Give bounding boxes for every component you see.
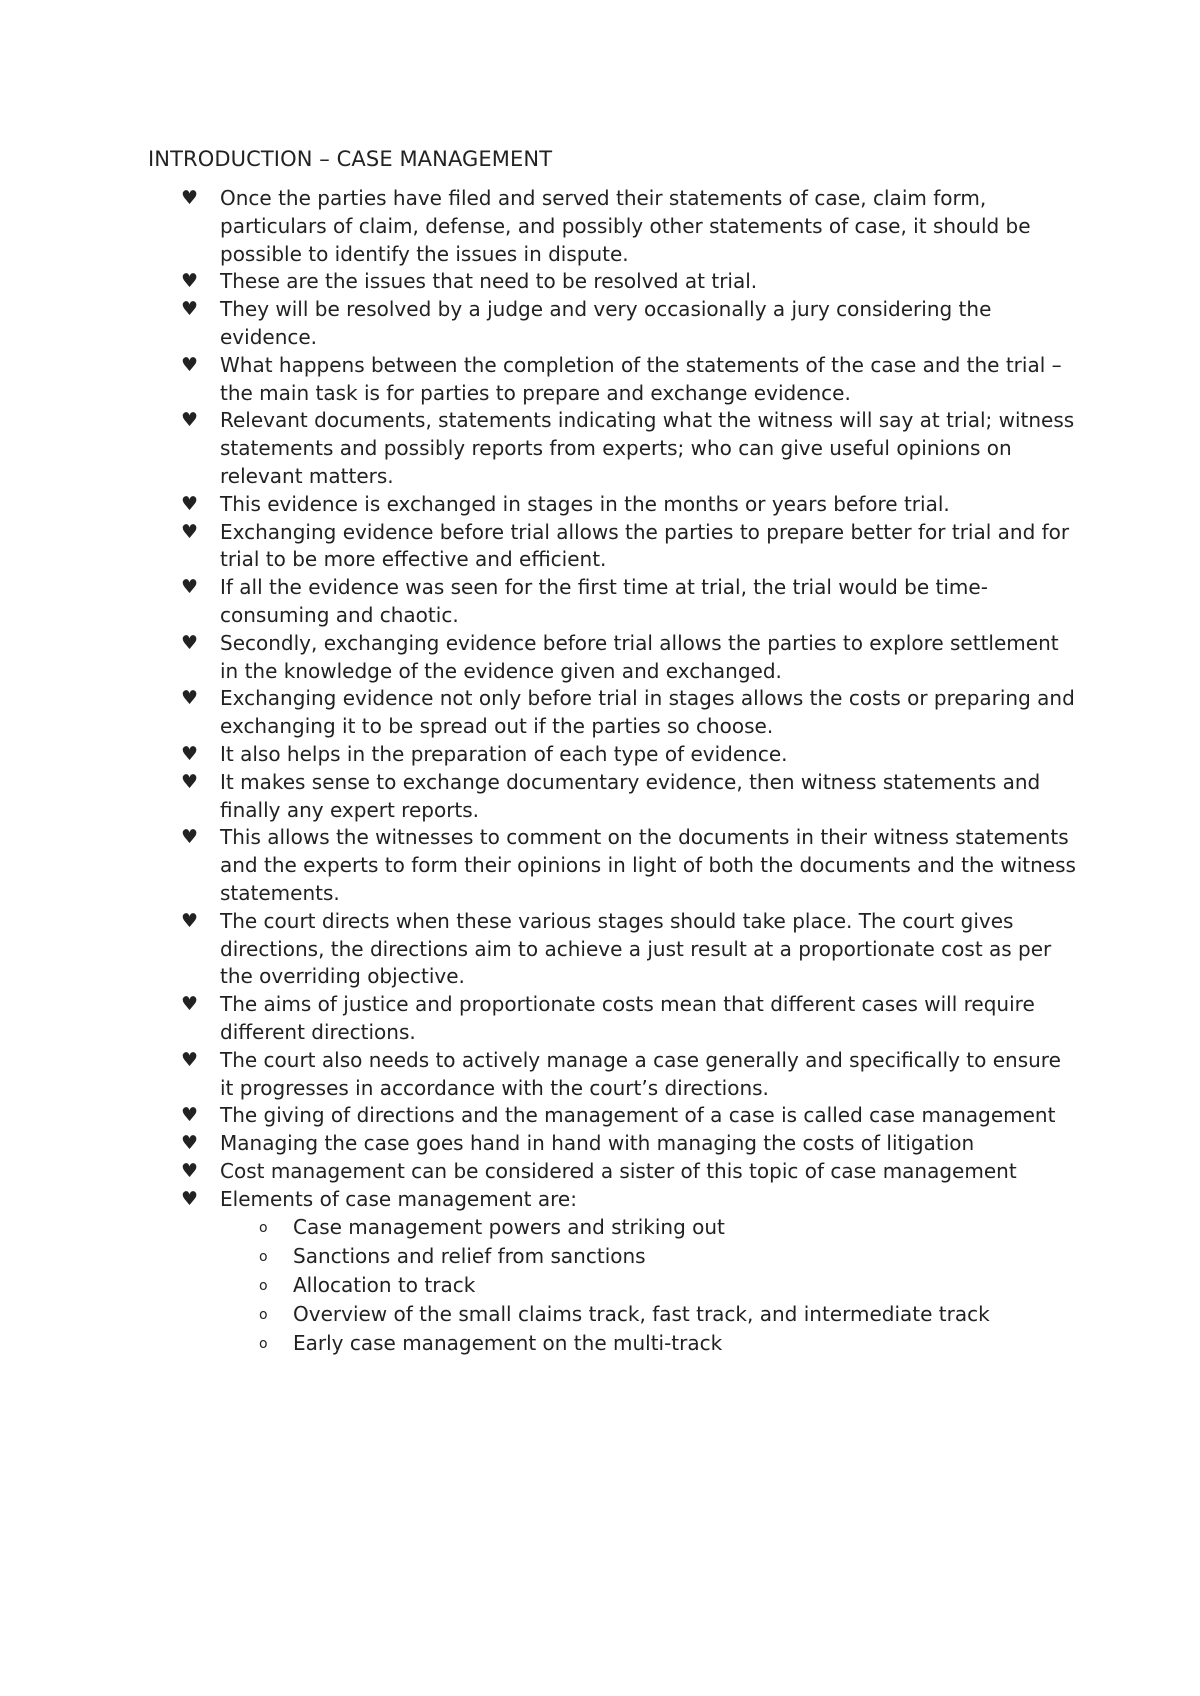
- page-title: INTRODUCTION – CASE MANAGEMENT: [148, 147, 553, 171]
- list-item: [148, 769, 1078, 825]
- list-item: [148, 1130, 1078, 1158]
- list-item: [148, 630, 1078, 686]
- list-item: [148, 352, 1078, 408]
- sub-list-item: [220, 1329, 1078, 1358]
- list-item-text: These are the issues that need to be resolved at trial.: [220, 269, 758, 294]
- list-item: [148, 1102, 1078, 1130]
- circle-bullet-icon: o: [259, 1336, 268, 1353]
- list-item: [148, 908, 1078, 991]
- bullet-list: [148, 185, 1078, 1358]
- sub-list-item: [220, 1213, 1078, 1242]
- heart-bullet-icon: ♥: [181, 770, 199, 793]
- heart-bullet-icon: ♥: [181, 742, 199, 765]
- heart-bullet-icon: ♥: [181, 909, 199, 932]
- list-item: [148, 1047, 1078, 1103]
- heart-bullet-icon: ♥: [181, 270, 199, 293]
- list-item: [148, 1158, 1078, 1186]
- heart-bullet-icon: ♥: [181, 1048, 199, 1071]
- list-item: [148, 574, 1078, 630]
- sub-bullet-list: [220, 1213, 1078, 1358]
- circle-bullet-icon: o: [259, 1278, 268, 1295]
- sub-list-item: [220, 1242, 1078, 1271]
- heart-bullet-icon: ♥: [181, 1132, 199, 1155]
- document-body: [148, 145, 1078, 1358]
- sub-list-item: [220, 1300, 1078, 1329]
- list-item-text: Relevant documents, statements indicating what the witness will say at trial; witness statements and possibly reports from experts; who can give useful opinions on relevant matters.: [220, 408, 1075, 488]
- list-item: [148, 519, 1078, 575]
- sub-list-item-text: Early case management on the multi-track: [293, 1331, 723, 1356]
- heart-bullet-icon: ♥: [181, 826, 199, 849]
- list-item: [148, 824, 1078, 907]
- sub-list-item-text: Allocation to track: [293, 1273, 476, 1298]
- heart-bullet-icon: ♥: [181, 187, 199, 209]
- list-item-text: Exchanging evidence not only before trial in stages allows the costs or preparing and exchanging it to be spread out if the parties so choose.: [220, 686, 1075, 739]
- heart-bullet-icon: ♥: [181, 520, 199, 543]
- list-item: [148, 741, 1078, 769]
- list-item-text: The court directs when these various stages should take place. The court gives directions, the directions aim to achieve a just result at a proportionate cost as per the overriding objective.: [220, 908, 1052, 989]
- heart-bullet-icon: ♥: [181, 631, 199, 654]
- list-item: [148, 991, 1078, 1047]
- list-item-text: The court also needs to actively manage a case generally and specifically to ensure it progresses in accordance with the court’s directions.: [220, 1047, 1061, 1100]
- list-item-text: They will be resolved by a judge and very occasionally a jury considering the evidence.: [220, 297, 992, 349]
- list-item: [148, 491, 1078, 519]
- list-item: [148, 296, 1078, 352]
- list-item-text: Elements of case management are:: [220, 1186, 577, 1211]
- list-item-text: Managing the case goes hand in hand with managing the costs of litigation: [220, 1131, 975, 1156]
- list-item-text: Exchanging evidence before trial allows the parties to prepare better for trial and for trial to be more effective and efficient.: [220, 519, 1070, 572]
- sub-list-item: [220, 1271, 1078, 1300]
- sub-list-item-text: Overview of the small claims track, fast track, and intermediate track: [293, 1302, 990, 1327]
- list-item-text: This evidence is exchanged in stages in the months or years before trial.: [220, 491, 950, 516]
- heart-bullet-icon: ♥: [181, 353, 199, 376]
- circle-bullet-icon: o: [259, 1249, 268, 1266]
- list-item: [148, 685, 1078, 741]
- heart-bullet-icon: ♥: [181, 576, 199, 599]
- list-item: [148, 407, 1078, 490]
- heart-bullet-icon: ♥: [181, 1187, 199, 1210]
- list-item-text: Cost management can be considered a sister of this topic of case management: [220, 1158, 1017, 1183]
- heart-bullet-icon: ♥: [181, 298, 199, 321]
- list-item-text: Secondly, exchanging evidence before trial allows the parties to explore settlement in the knowledge of the evidence given and exchanged.: [220, 630, 1059, 683]
- circle-bullet-icon: o: [259, 1307, 268, 1324]
- list-item-text: Once the parties have filed and served their statements of case, claim form, particulars of claim, defense, and possibly other statements of case, it should be possible to identify the issues in dispute.: [220, 186, 1031, 266]
- heart-bullet-icon: ♥: [181, 1159, 199, 1182]
- heart-bullet-icon: ♥: [181, 687, 199, 710]
- list-item: [148, 268, 1078, 296]
- list-item: [148, 1186, 1078, 1359]
- heart-bullet-icon: ♥: [181, 492, 199, 515]
- list-item-text: What happens between the completion of the statements of the case and the trial – the main task is for parties to prepare and exchange evidence.: [220, 352, 1062, 405]
- list-item-text: It makes sense to exchange documentary evidence, then witness statements and finally any expert reports.: [220, 769, 1041, 822]
- list-item-text: This allows the witnesses to comment on the documents in their witness statements and the experts to form their opinions in light of both the documents and the witness statements.: [220, 825, 1076, 905]
- list-item-text: If all the evidence was seen for the first time at trial, the trial would be time-consuming and chaotic.: [220, 575, 988, 627]
- sub-list-item-text: Sanctions and relief from sanctions: [293, 1244, 646, 1269]
- sub-list-item-text: Case management powers and striking out: [293, 1215, 725, 1240]
- circle-bullet-icon: o: [259, 1220, 268, 1237]
- heart-bullet-icon: ♥: [181, 1104, 199, 1127]
- list-item-text: It also helps in the preparation of each type of evidence.: [220, 741, 788, 766]
- heart-bullet-icon: ♥: [181, 993, 199, 1016]
- heart-bullet-icon: ♥: [181, 409, 199, 432]
- list-item: [148, 185, 1078, 268]
- list-item-text: The giving of directions and the management of a case is called case management: [220, 1103, 1056, 1128]
- list-item-text: The aims of justice and proportionate costs mean that different cases will require different directions.: [220, 992, 1035, 1044]
